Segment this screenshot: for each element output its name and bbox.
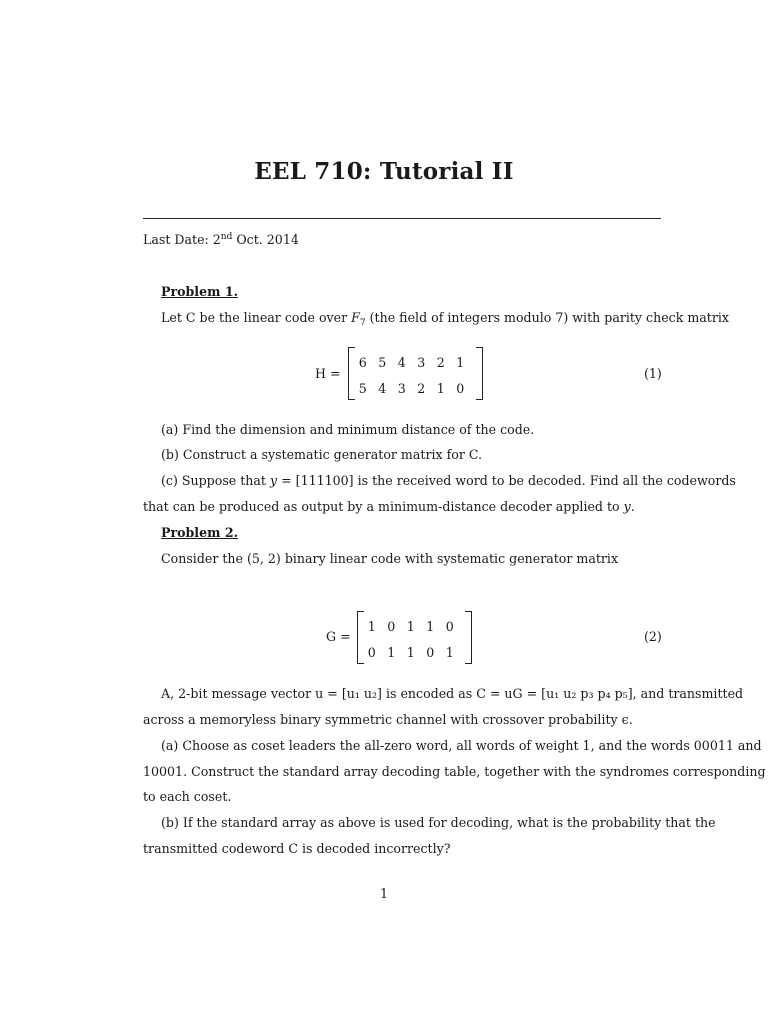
matrix-g-cell: 1 [406,619,415,634]
problem-1-intro [161,310,730,329]
last-date-sup: nd [220,231,233,242]
problem-1-part-b: (b) Construct a systematic generator matrix for C. [161,447,483,462]
matrix-h-cell: 6 [358,355,367,370]
last-date-suffix: Oct. 2014 [232,232,299,247]
matrix-g-right-bracket [465,611,472,664]
matrix-h-cell: 0 [456,381,465,396]
matrix-g-cell: 1 [406,645,415,660]
matrix-g-cell: 1 [445,645,454,660]
document-title: EEL 710: Tutorial II [254,158,514,185]
matrix-g-cell: 1 [426,619,435,634]
matrix-g-cell: 0 [387,619,396,634]
matrix-h-cell: 3 [397,381,406,396]
problem-2-part-b-line-1: (b) If the standard array as above is used for decoding, what is the probability that the [161,815,716,830]
matrix-h-row-1 [353,355,470,370]
equation-number-2: (2) [644,629,662,644]
last-date-prefix: Last Date: 2 [143,232,221,247]
p1c-a: (c) Suppose that [161,473,270,488]
p1-field-symbol: F [351,310,360,325]
matrix-g-cell: 0 [445,619,454,634]
p1-field-sub: 7 [359,318,366,329]
p1c-b: = [111100] is the received word to be decoded. Find all the codewords [277,473,736,488]
p1c2-a: that can be produced as output by a minimum-distance decoder applied to [143,499,624,514]
matrix-h-cell: 5 [378,355,387,370]
matrix-g-lhs: G = [326,629,351,644]
problem-2-heading: Problem 2. [161,525,238,540]
page-number: 1 [379,886,388,901]
problem-2-encoding-line-2: across a memoryless binary symmetric channel with crossover probability ϵ. [143,712,633,727]
title-divider [143,218,661,219]
problem-2-part-a-line-2: 10001. Construct the standard array decoding table, together with the syndromes corresponding [143,764,766,779]
problem-1-part-a: (a) Find the dimension and minimum distance of the code. [161,422,535,437]
matrix-h-cell: 2 [417,381,426,396]
matrix-h-cell: 5 [358,381,367,396]
matrix-g-cell: 1 [387,645,396,660]
problem-2-encoding-line-1: A, 2-bit message vector u = [u₁ u₂] is encoded as C = uG = [u₁ u₂ p₃ p₄ p₅], and transmitted [161,686,744,701]
problem-1-part-c-line-2 [143,499,635,515]
p1c-var: y [270,473,278,488]
problem-2-part-a-line-1: (a) Choose as coset leaders the all-zero word, all words of weight 1, and the words 00011 and [161,738,762,753]
matrix-h-lhs: H = [315,366,341,381]
matrix-g-row-2 [362,645,460,660]
matrix-h-cell: 1 [436,381,445,396]
problem-2-part-a-line-3: to each coset. [143,789,232,804]
p1-intro-a: Let C be the linear code over [161,310,352,325]
p1c2-b: . [630,499,635,514]
matrix-g-cell: 1 [367,619,376,634]
p1c2-var: y [623,499,631,514]
equation-number-1: (1) [644,366,662,381]
matrix-h-cell: 3 [417,355,426,370]
matrix-g-cell: 0 [426,645,435,660]
problem-2-part-b-line-2: transmitted codeword C is decoded incorrectly? [143,841,451,856]
matrix-h-cell: 2 [436,355,445,370]
last-date [143,232,299,248]
matrix-h-right-bracket [476,347,483,400]
matrix-h-cell: 4 [378,381,387,396]
matrix-h-row-2 [353,381,470,396]
matrix-g-row-1 [362,619,460,634]
problem-2-intro: Consider the (5, 2) binary linear code with systematic generator matrix [161,551,619,566]
matrix-g-cell: 0 [367,645,376,660]
problem-1-part-c-line-1 [161,473,736,489]
matrix-h-cell: 1 [456,355,465,370]
matrix-h-cell: 4 [397,355,406,370]
p1-intro-b: (the field of integers modulo 7) with parity check matrix [365,310,730,325]
problem-1-heading: Problem 1. [161,284,238,299]
